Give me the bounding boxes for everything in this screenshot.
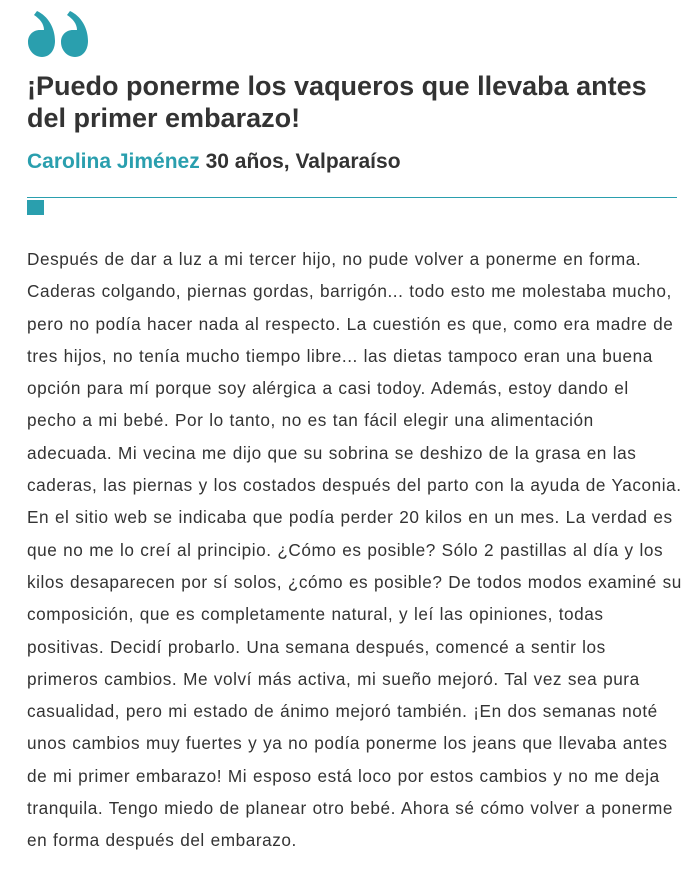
testimonial-title: ¡Puedo ponerme los vaqueros que llevaba antes del primer embarazo! [27,71,647,133]
quote-icon [27,10,89,58]
author-name: Carolina Jiménez [27,150,200,173]
testimonial-body: Después de dar a luz a mi tercer hijo, no pude volver a ponerme en forma. Caderas colgando, piernas gordas, barrigón... todo esto me molestaba mucho, pero no podía hacer nada al respecto. La cuestión es que, como era madre de tres hijos, no tenía mucho tiempo libre... las dietas tampoco eran una buena opción para mí porque soy alérgica a casi todoy. Además, estoy dando el pecho a mi bebé. Por lo tanto, no es tan fácil elegir una alimentación adecuada. Mi vecina me dijo que su sobrina se deshizo de la grasa en las caderas, las piernas y los costados después del parto con la ayuda de Yaconia. En el sitio web se indicaba que podía perder 20 kilos en un mes. La verdad es que no me lo creí al principio. ¿Cómo es posible? Sólo 2 pastillas al día y los kilos desaparecen por sí solos, ¿cómo es posible? De todos modos examiné su composición, que es completamente natural, y leí las opiniones, todas positivas. Decidí probarlo. Una semana después, comencé a sentir los primeros cambios. Me volví más activa, mi sueño mejoró. Tal vez sea pura casualidad, pero mi estado de ánimo mejoró también. ¡En dos semanas noté unos cambios muy fuertes y ya no podía ponerme los jeans que llevaba antes de mi primer embarazo! Mi esposo está loco por estos cambios y no me deja tranquila. Tengo miedo de planear otro bebé. Ahora sé cómo volver a ponerme en forma después del embarazo. [27,249,682,851]
author-line [27,148,401,176]
divider-line [27,197,677,198]
divider-accent [27,200,44,215]
author-details: 30 años, Valparaíso [205,150,401,173]
